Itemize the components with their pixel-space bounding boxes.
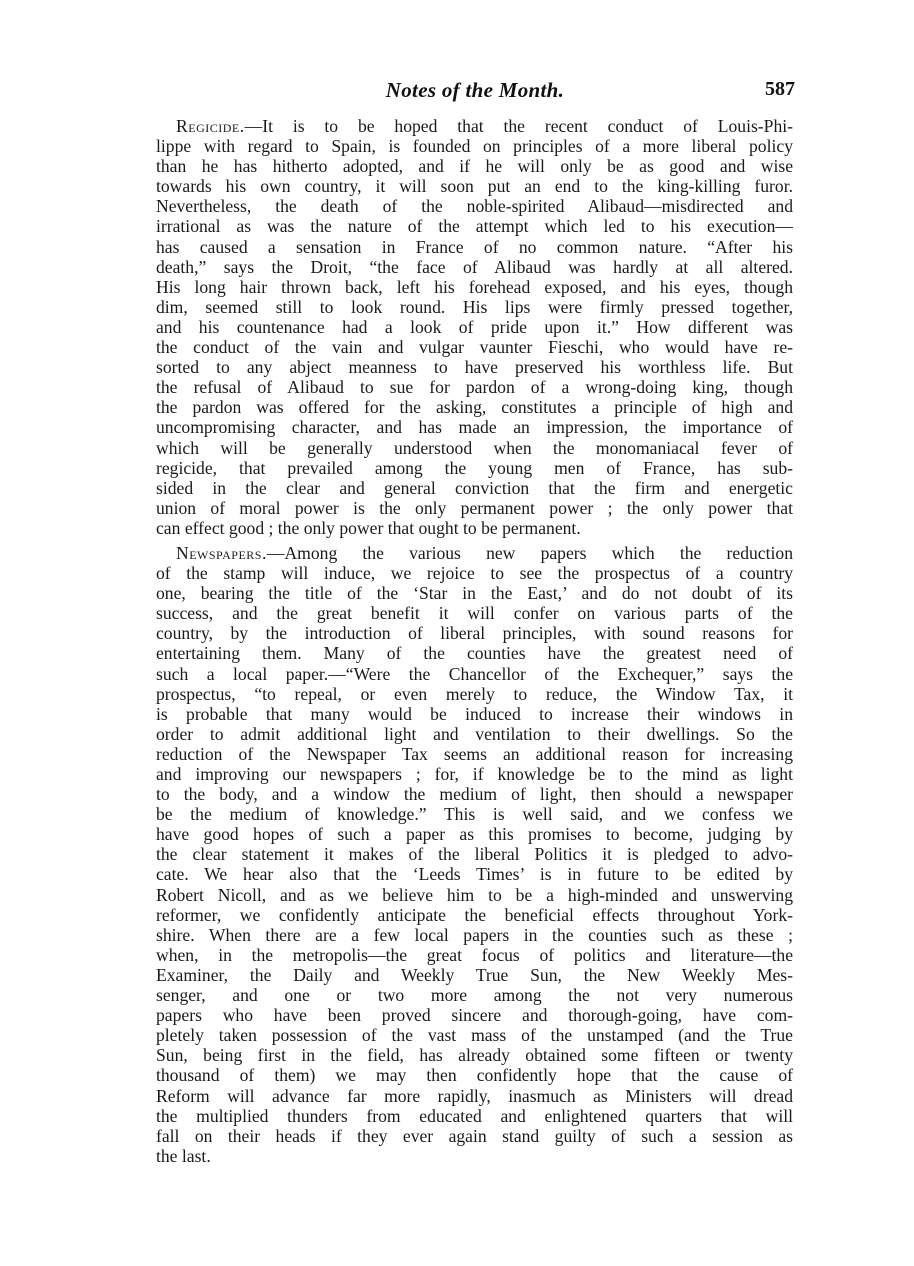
text-line: Regicide.—It is to be hoped that the recent conduct of Louis-Phi- bbox=[176, 116, 793, 136]
text-line: cate. We hear also that the ‘Leeds Times’ is in future to be edited by bbox=[156, 864, 793, 885]
section-heading-regicide: Regicide. bbox=[176, 116, 245, 136]
text-line: of the stamp will induce, we rejoice to see the prospectus of a country bbox=[156, 563, 793, 584]
text-line: sided in the clear and general conviction that the firm and energetic bbox=[156, 477, 793, 498]
text-line: entertaining them. Many of the counties have the greatest need of bbox=[156, 643, 793, 664]
text-line: uncompromising character, and has made an impression, the importance of bbox=[156, 417, 793, 438]
text-line: regicide, that prevailed among the young men of France, has sub- bbox=[156, 457, 793, 478]
text-line: success, and the great benefit it will confer on various parts of the bbox=[156, 603, 793, 624]
text-line: one, bearing the title of the ‘Star in the East,’ and do not doubt of its bbox=[156, 583, 793, 604]
text-line: prospectus, “to repeal, or even merely to reduce, the Window Tax, it bbox=[156, 683, 793, 704]
text-line: be the medium of knowledge.” This is well said, and we confess we bbox=[156, 804, 793, 825]
text-line: Robert Nicoll, and as we believe him to be a high-minded and unswerving bbox=[156, 884, 793, 905]
article-body bbox=[156, 116, 793, 1166]
text-line: country, by the introduction of liberal principles, with sound reasons for bbox=[156, 623, 793, 644]
text-line: when, in the metropolis—the great focus of politics and literature—the bbox=[156, 944, 793, 965]
paragraph-newspapers bbox=[156, 543, 793, 1166]
text-line: Nevertheless, the death of the noble-spirited Alibaud—misdirected and bbox=[156, 196, 793, 217]
text-line: the refusal of Alibaud to sue for pardon of a wrong-doing king, though bbox=[156, 377, 793, 398]
text-line: to the body, and a window the medium of light, then should a newspaper bbox=[156, 784, 793, 805]
text-line: and his countenance had a look of pride upon it.” How different was bbox=[156, 316, 793, 337]
text-line: thousand of them) we may then confidently hope that the cause of bbox=[156, 1065, 793, 1086]
text-line: is probable that many would be induced to increase their windows in bbox=[156, 703, 793, 724]
text-line: Newspapers.—Among the various new papers which the reduction bbox=[176, 542, 793, 563]
text-line: has caused a sensation in France of no common nature. “After his bbox=[156, 236, 793, 257]
text-line: towards his own country, it will soon put an end to the king-killing furor. bbox=[156, 176, 793, 197]
text-line: lippe with regard to Spain, is founded on principles of a more liberal policy bbox=[156, 136, 793, 157]
text-line: Examiner, the Daily and Weekly True Sun, the New Weekly Mes- bbox=[156, 964, 793, 985]
text-line: pletely taken possession of the vast mass of the unstamped (and the True bbox=[156, 1025, 793, 1046]
text-line: papers who have been proved sincere and thorough-going, have com- bbox=[156, 1005, 793, 1026]
text-line: Reform will advance far more rapidly, inasmuch as Ministers will dread bbox=[156, 1085, 793, 1106]
text-line: can effect good ; the only power that ought to be permanent. bbox=[156, 517, 581, 538]
running-title: Notes of the Month. bbox=[385, 78, 565, 102]
text-line: reduction of the Newspaper Tax seems an additional reason for increasing bbox=[156, 743, 793, 764]
text-line: the multiplied thunders from educated and enlightened quarters that will bbox=[156, 1105, 793, 1126]
text-line: which will be generally understood when the monomaniacal fever of bbox=[156, 437, 793, 458]
text-line: union of moral power is the only permanent power ; the only power that bbox=[156, 497, 793, 518]
text-line: the conduct of the vain and vulgar vaunter Fieschi, who would have re- bbox=[156, 337, 793, 358]
text-line: than he has hitherto adopted, and if he will only be as good and wise bbox=[156, 156, 793, 177]
text-line: Sun, being first in the field, has already obtained some fifteen or twenty bbox=[156, 1045, 793, 1066]
text-line: have good hopes of such a paper as this promises to become, judging by bbox=[156, 824, 793, 845]
text-line: His long hair thrown back, left his forehead exposed, and his eyes, though bbox=[156, 276, 793, 297]
paragraph-regicide bbox=[156, 116, 793, 538]
text-line: senger, and one or two more among the not very numerous bbox=[156, 985, 793, 1006]
running-header bbox=[155, 78, 795, 108]
text-line: the clear statement it makes of the liberal Politics it is pledged to advo- bbox=[156, 844, 793, 865]
text-line: sorted to any abject meanness to have preserved his worthless life. But bbox=[156, 357, 793, 378]
text-line: dim, seemed still to look round. His lips were firmly pressed together, bbox=[156, 296, 793, 317]
section-heading-newspapers: Newspapers. bbox=[176, 542, 267, 563]
text-line: such a local paper.—“Were the Chancellor of the Exchequer,” says the bbox=[156, 663, 793, 684]
text-line: irrational as was the nature of the attempt which led to his execution— bbox=[156, 216, 793, 237]
text-line: the last. bbox=[156, 1145, 211, 1166]
page-number: 587 bbox=[765, 78, 795, 100]
text-line: shire. When there are a few local papers in the counties such as these ; bbox=[156, 924, 793, 945]
text-line: the pardon was offered for the asking, constitutes a principle of high and bbox=[156, 397, 793, 418]
text-line: death,” says the Droit, “the face of Alibaud was hardly at all altered. bbox=[156, 256, 793, 277]
text-line: and improving our newspapers ; for, if knowledge be to the mind as light bbox=[156, 764, 793, 784]
text-line: reformer, we confidently anticipate the beneficial effects throughout York- bbox=[156, 904, 793, 925]
text-line: order to admit additional light and ventilation to their dwellings. So the bbox=[156, 723, 793, 744]
text-line: fall on their heads if they ever again stand guilty of such a session as bbox=[156, 1125, 793, 1146]
